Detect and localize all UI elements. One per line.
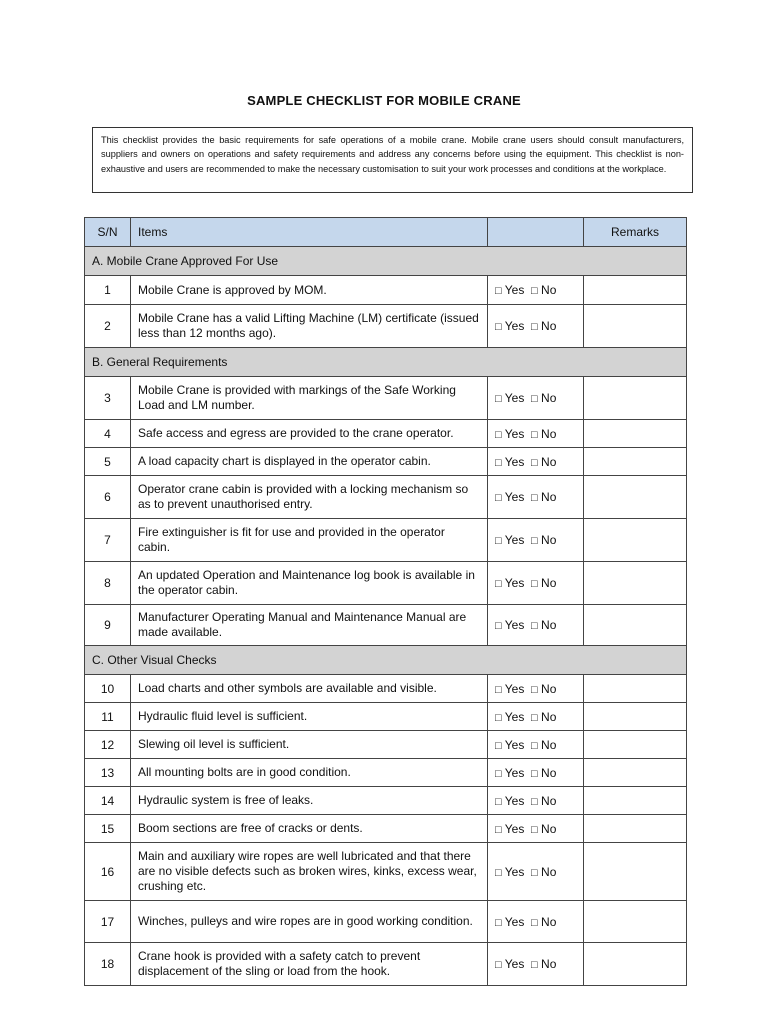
row-item-text: Mobile Crane has a valid Lifting Machine (LM) certificate (issued less than 12 months ago). [131, 305, 488, 348]
yes-no-options [488, 605, 584, 646]
yes-label: Yes [504, 391, 525, 405]
no-label: No [541, 914, 557, 929]
row-number: 6 [85, 476, 131, 519]
table-row [85, 276, 687, 305]
remarks-cell[interactable] [584, 759, 687, 787]
no-checkbox-icon[interactable]: □ [531, 866, 538, 879]
no-label: No [541, 957, 557, 971]
yes-checkbox-icon[interactable]: □ [495, 456, 502, 469]
remarks-cell[interactable] [584, 731, 687, 759]
no-checkbox-icon[interactable]: □ [531, 823, 538, 836]
yes-no-options [488, 901, 584, 943]
remarks-cell[interactable] [584, 276, 687, 305]
remarks-cell[interactable] [584, 703, 687, 731]
remarks-cell[interactable] [584, 901, 687, 943]
remarks-cell[interactable] [584, 787, 687, 815]
row-number: 14 [85, 787, 131, 815]
yes-checkbox-icon[interactable]: □ [495, 711, 502, 724]
yes-no-options [488, 815, 584, 843]
yes-checkbox-icon[interactable]: □ [495, 823, 502, 836]
section-title: B. General Requirements [85, 348, 687, 377]
yes-label: Yes [504, 914, 525, 929]
no-label: No [541, 454, 557, 469]
table-header-row [85, 218, 687, 247]
yes-checkbox-icon[interactable]: □ [495, 285, 502, 297]
yes-no-options [488, 731, 584, 759]
row-number: 5 [85, 448, 131, 476]
yes-label: Yes [504, 283, 525, 297]
page-title: SAMPLE CHECKLIST FOR MOBILE CRANE [247, 93, 521, 108]
no-label: No [541, 681, 557, 696]
section-title: C. Other Visual Checks [85, 646, 687, 675]
yes-checkbox-icon[interactable]: □ [495, 866, 502, 879]
yes-label: Yes [504, 957, 525, 971]
no-checkbox-icon[interactable]: □ [531, 959, 538, 971]
no-label: No [541, 533, 557, 547]
row-number: 3 [85, 377, 131, 420]
remarks-cell[interactable] [584, 476, 687, 519]
no-checkbox-icon[interactable]: □ [531, 578, 538, 590]
row-item-text: Manufacturer Operating Manual and Maintenance Manual are made available. [131, 605, 488, 646]
remarks-cell[interactable] [584, 519, 687, 562]
no-checkbox-icon[interactable]: □ [531, 683, 538, 696]
no-checkbox-icon[interactable]: □ [531, 739, 538, 752]
yes-checkbox-icon[interactable]: □ [495, 795, 502, 808]
no-checkbox-icon[interactable]: □ [531, 428, 538, 441]
no-label: No [541, 864, 557, 879]
no-label: No [541, 391, 557, 405]
yes-label: Yes [504, 681, 525, 696]
row-number: 17 [85, 901, 131, 943]
yes-label: Yes [504, 454, 525, 469]
row-number: 9 [85, 605, 131, 646]
no-label: No [541, 576, 557, 590]
yes-label: Yes [504, 821, 525, 836]
yes-no-options [488, 448, 584, 476]
no-label: No [541, 821, 557, 836]
table-row [85, 759, 687, 787]
yes-no-options [488, 675, 584, 703]
table-row [85, 519, 687, 562]
table-row [85, 815, 687, 843]
yes-label: Yes [504, 709, 525, 724]
yes-no-options [488, 377, 584, 420]
row-item-text: Fire extinguisher is fit for use and provided in the operator cabin. [131, 519, 488, 562]
yes-label: Yes [504, 426, 525, 441]
row-number: 11 [85, 703, 131, 731]
no-label: No [541, 618, 557, 632]
remarks-cell[interactable] [584, 305, 687, 348]
header-items: Items [131, 218, 488, 247]
yes-label: Yes [504, 533, 525, 547]
yes-checkbox-icon[interactable]: □ [495, 683, 502, 696]
no-checkbox-icon[interactable]: □ [531, 795, 538, 808]
row-item-text: Load charts and other symbols are available and visible. [131, 675, 488, 703]
no-label: No [541, 426, 557, 441]
row-item-text: Mobile Crane is approved by MOM. [131, 276, 488, 305]
row-item-text: Boom sections are free of cracks or dents. [131, 815, 488, 843]
yes-checkbox-icon[interactable]: □ [495, 767, 502, 780]
table-row [85, 420, 687, 448]
remarks-cell[interactable] [584, 562, 687, 605]
yes-checkbox-icon[interactable]: □ [495, 620, 502, 632]
no-label: No [541, 490, 557, 504]
yes-no-options [488, 420, 584, 448]
table-row [85, 305, 687, 348]
section-row [85, 247, 687, 276]
row-item-text: Operator crane cabin is provided with a locking mechanism so as to prevent unauthorised entry. [131, 476, 488, 519]
yes-checkbox-icon[interactable]: □ [495, 578, 502, 590]
no-checkbox-icon[interactable]: □ [531, 492, 538, 504]
row-item-text: All mounting bolts are in good condition. [131, 759, 488, 787]
row-number: 10 [85, 675, 131, 703]
no-checkbox-icon[interactable]: □ [531, 535, 538, 547]
yes-no-options [488, 276, 584, 305]
row-number: 18 [85, 943, 131, 986]
header-remarks: Remarks [584, 218, 687, 247]
row-item-text: Hydraulic system is free of leaks. [131, 787, 488, 815]
yes-checkbox-icon[interactable]: □ [495, 492, 502, 504]
yes-checkbox-icon[interactable]: □ [495, 739, 502, 752]
no-checkbox-icon[interactable]: □ [531, 456, 538, 469]
remarks-cell[interactable] [584, 605, 687, 646]
no-checkbox-icon[interactable]: □ [531, 916, 538, 929]
table-row [85, 562, 687, 605]
table-row [85, 703, 687, 731]
no-label: No [541, 319, 557, 333]
table-row [85, 377, 687, 420]
yes-no-options [488, 703, 584, 731]
row-item-text: Hydraulic fluid level is sufficient. [131, 703, 488, 731]
table-row [85, 787, 687, 815]
remarks-cell[interactable] [584, 420, 687, 448]
table-row [85, 448, 687, 476]
yes-label: Yes [504, 576, 525, 590]
row-item-text: Crane hook is provided with a safety catch to prevent displacement of the sling or load from the hook. [131, 943, 488, 986]
yes-no-options [488, 562, 584, 605]
yes-no-options [488, 759, 584, 787]
yes-label: Yes [504, 490, 525, 504]
intro-text: This checklist provides the basic requirements for safe operations of a mobile crane. Mobile crane users should consult manufacturers, suppliers and owners on operations and safety requirements and address any concerns before using the equipment. This checklist is non-exhaustive and users are recommended to make the necessary customisation to suit your work processes and conditions at the workplace. [92, 127, 693, 193]
table-row [85, 476, 687, 519]
header-sn: S/N [85, 218, 131, 247]
row-item-text: Safe access and egress are provided to the crane operator. [131, 420, 488, 448]
yes-label: Yes [504, 737, 525, 752]
row-number: 13 [85, 759, 131, 787]
section-row [85, 646, 687, 675]
yes-checkbox-icon[interactable]: □ [495, 959, 502, 971]
table-row [85, 901, 687, 943]
no-checkbox-icon[interactable]: □ [531, 620, 538, 632]
table-row [85, 943, 687, 986]
row-number: 16 [85, 843, 131, 901]
remarks-cell[interactable] [584, 377, 687, 420]
row-number: 15 [85, 815, 131, 843]
row-item-text: Winches, pulleys and wire ropes are in good working condition. [131, 901, 488, 943]
remarks-cell[interactable] [584, 943, 687, 986]
yes-checkbox-icon[interactable]: □ [495, 916, 502, 929]
yes-checkbox-icon[interactable]: □ [495, 535, 502, 547]
yes-checkbox-icon[interactable]: □ [495, 321, 502, 333]
row-item-text: An updated Operation and Maintenance log book is available in the operator cabin. [131, 562, 488, 605]
row-number: 1 [85, 276, 131, 305]
table-row [85, 843, 687, 901]
no-label: No [541, 793, 557, 808]
row-number: 2 [85, 305, 131, 348]
row-number: 7 [85, 519, 131, 562]
no-label: No [541, 709, 557, 724]
row-item-text: Main and auxiliary wire ropes are well lubricated and that there are no visible defects such as broken wires, kinks, excess wear, crushing etc. [131, 843, 488, 901]
checklist-table [84, 217, 687, 986]
yes-no-options [488, 519, 584, 562]
row-item-text: Slewing oil level is sufficient. [131, 731, 488, 759]
no-checkbox-icon[interactable]: □ [531, 767, 538, 780]
no-label: No [541, 765, 557, 780]
remarks-cell[interactable] [584, 843, 687, 901]
no-checkbox-icon[interactable]: □ [531, 393, 538, 405]
no-checkbox-icon[interactable]: □ [531, 285, 538, 297]
yes-label: Yes [504, 765, 525, 780]
yes-label: Yes [504, 319, 525, 333]
no-checkbox-icon[interactable]: □ [531, 711, 538, 724]
yes-checkbox-icon[interactable]: □ [495, 428, 502, 441]
remarks-cell[interactable] [584, 675, 687, 703]
no-checkbox-icon[interactable]: □ [531, 321, 538, 333]
yes-no-options [488, 787, 584, 815]
yes-checkbox-icon[interactable]: □ [495, 393, 502, 405]
yes-no-options [488, 943, 584, 986]
yes-label: Yes [504, 864, 525, 879]
row-item-text: A load capacity chart is displayed in the operator cabin. [131, 448, 488, 476]
section-row [85, 348, 687, 377]
row-number: 4 [85, 420, 131, 448]
no-label: No [541, 283, 557, 297]
table-row [85, 605, 687, 646]
yes-label: Yes [504, 618, 525, 632]
remarks-cell[interactable] [584, 815, 687, 843]
table-row [85, 731, 687, 759]
remarks-cell[interactable] [584, 448, 687, 476]
yes-no-options [488, 843, 584, 901]
no-label: No [541, 737, 557, 752]
yes-no-options [488, 305, 584, 348]
table-row [85, 675, 687, 703]
section-title: A. Mobile Crane Approved For Use [85, 247, 687, 276]
row-number: 8 [85, 562, 131, 605]
yes-label: Yes [504, 793, 525, 808]
header-answer [488, 218, 584, 247]
row-number: 12 [85, 731, 131, 759]
row-item-text: Mobile Crane is provided with markings of the Safe Working Load and LM number. [131, 377, 488, 420]
yes-no-options [488, 476, 584, 519]
